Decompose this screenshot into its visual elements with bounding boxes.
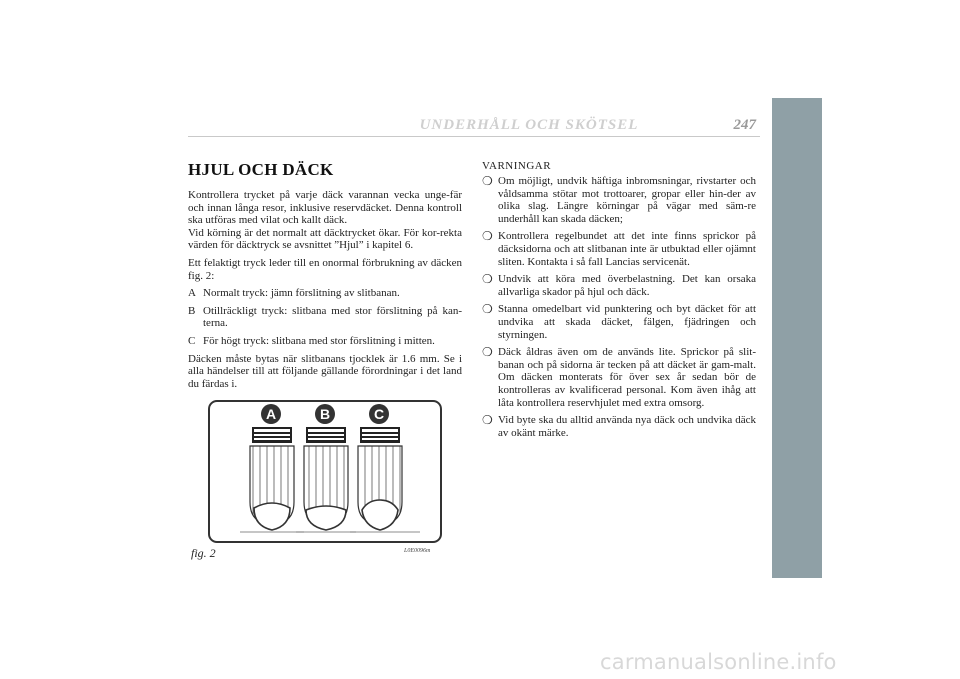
label-b: B (319, 406, 331, 422)
right-column (482, 160, 756, 444)
list-item (188, 305, 462, 330)
warning-text: Vid byte ska du alltid använda nya däck och undvika däck av okänt märke. (498, 414, 756, 439)
warning-text: Däck åldras även om de används lite. Sprickor på slit-banan och på sidorna är tecken på att däcket är gam-malt. Om däcken monterats för över sex år sedan bör de kontrolleras av kvalificerad personal. Kom även ihåg att låta kontrollera reservhjulet med extra omsorg. (498, 346, 756, 409)
tyre-a-icon (240, 427, 304, 532)
list-item (188, 335, 462, 348)
paragraph-wrong-pressure: Ett felaktigt tryck leder till en onormal förbrukning av däcken fig. 2: (188, 256, 462, 282)
tyre-b-icon (296, 427, 356, 532)
paragraph-pressure-increase: Vid körning är det normalt att däcktrycket ökar. För kor-rekta värden för däcktryck se avsnittet ”Hjul” i kapitel 6. (188, 226, 462, 252)
figure-code: L0E0096m (404, 548, 431, 554)
warning-text: Undvik att köra med överbelastning. Det kan orsaka allvarliga skador på hjul och däck. (498, 273, 756, 298)
warning-text: Stanna omedelbart vid punktering och byt däcket för att undvika att skada däcket, fälgen, fjädringen och styrningen. (498, 303, 756, 341)
chapter-side-tab (772, 98, 822, 578)
warning-text: Kontrollera regelbundet att det inte finns sprickor på däcksidorna och att slitbanan inte är utbuktad eller ojämnt sliten. Kontakta i så fall Lancias servicenät. (498, 230, 756, 268)
list-key: A (188, 287, 196, 300)
tyre-wear-figure (208, 400, 442, 543)
warning-text: Om möjligt, undvik häftiga inbromsningar, rivstarter och våldsamma stötar mot trottoarer, gropar eller hin-der av olika slag. Längre körningar på vägar med säm-re underhåll kan skada däcken; (498, 175, 756, 225)
tyre-c-icon (350, 427, 420, 532)
paragraph-pressure-check: Kontrollera trycket på varje däck varannan vecka unge-fär och innan långa resor, inklusive reservdäcket. Denna kontroll ska utföras med vilat och kallt däck. (188, 189, 462, 227)
page-number: 247 (733, 117, 756, 133)
page-heading: HJUL OCH DÄCK (188, 160, 334, 179)
circle-bullet-icon: ❍ (482, 413, 493, 428)
warning-item (482, 175, 756, 225)
paragraph-tread-depth: Däcken måste bytas när slitbanans tjocklek är 1.6 mm. Se i alla händelser till att följande gällande förordningar i det land du färdas i. (188, 352, 462, 390)
figure-caption: fig. 2 (191, 546, 216, 560)
warning-item (482, 230, 756, 268)
list-key: C (188, 334, 196, 347)
tyre-wear-illustration (210, 402, 440, 541)
warnings-heading: VARNINGAR (482, 160, 552, 172)
list-text: Otillräckligt tryck: slitbana med stor förslitning på kan-terna. (203, 304, 462, 330)
watermark: carmanualsonline.info (600, 650, 837, 674)
warning-item (482, 273, 756, 298)
header-divider (188, 136, 760, 137)
list-text: För högt tryck: slitbana med stor förslitning i mitten. (203, 334, 435, 347)
circle-bullet-icon: ❍ (482, 174, 493, 188)
list-item (188, 287, 462, 300)
circle-bullet-icon: ❍ (482, 229, 493, 244)
label-a: A (265, 406, 277, 422)
circle-bullet-icon: ❍ (482, 272, 493, 287)
list-text: Normalt tryck: jämn förslitning av slitbanan. (203, 287, 400, 300)
circle-bullet-icon: ❍ (482, 345, 493, 360)
left-column (188, 160, 462, 395)
label-c: C (373, 406, 385, 422)
warning-item (482, 346, 756, 409)
list-key: B (188, 304, 196, 317)
warning-item (482, 303, 756, 341)
warning-item (482, 414, 756, 439)
circle-bullet-icon: ❍ (482, 302, 493, 317)
section-title: UNDERHÅLL OCH SKÖTSEL (419, 117, 639, 133)
